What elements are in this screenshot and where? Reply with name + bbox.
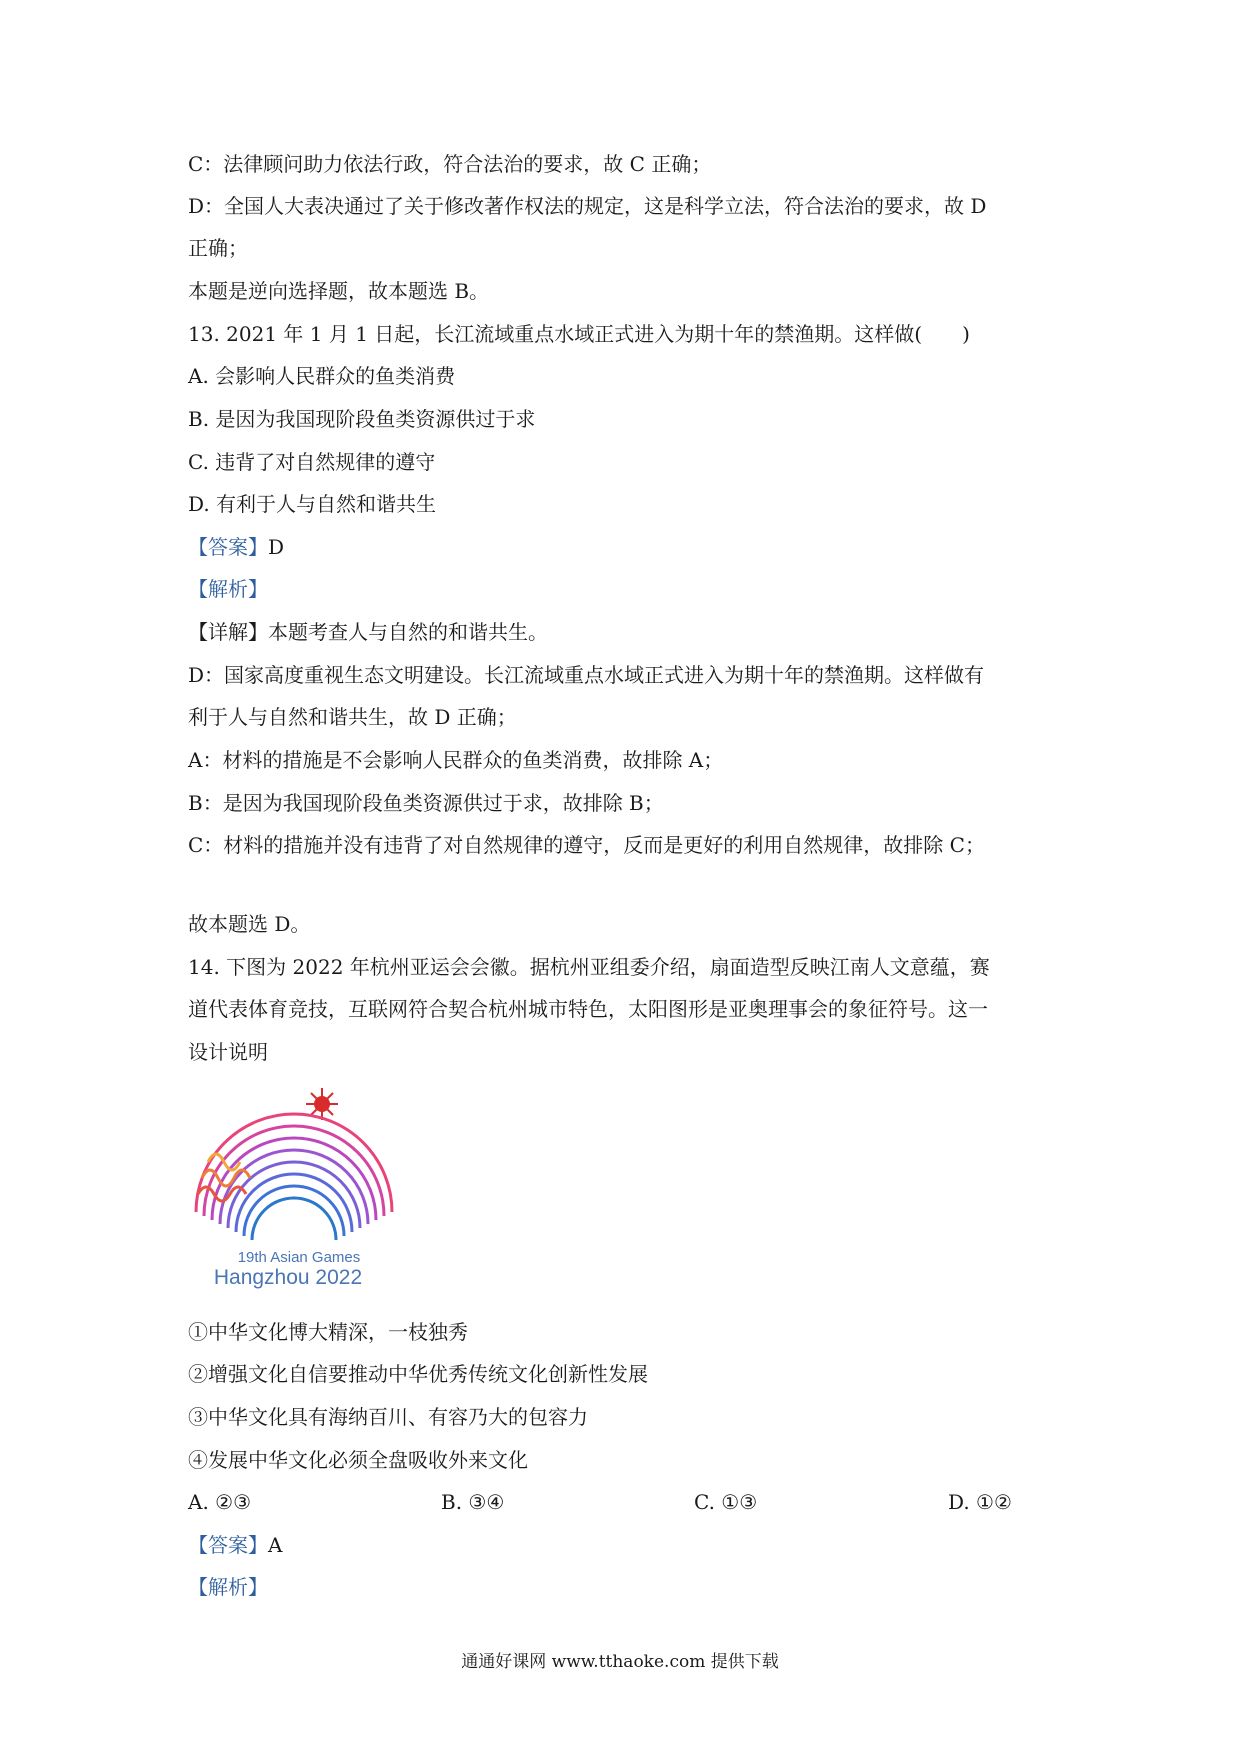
emblem-line1: 19th Asian Games — [237, 1249, 361, 1266]
text-line: B：是因为我国现阶段鱼类资源供过于求，故排除 B； — [188, 791, 664, 815]
statement-1: ①中华文化博大精深，一枝独秀 — [188, 1320, 468, 1344]
choice-c: C. ①③ — [694, 1490, 758, 1514]
answer-tag: 【答案】 — [188, 535, 268, 559]
text-line: 正确； — [188, 236, 248, 260]
text-line: 设计说明 — [188, 1040, 268, 1064]
question-14-stem: 14. 下图为 2022 年杭州亚运会会徽。据杭州亚组委介绍，扇面造型反映江南人文意蕴，赛 — [188, 955, 990, 979]
text-line: D：全国人大表决通过了关于修改著作权法的规定，这是科学立法，符合法治的要求，故 D — [188, 194, 987, 218]
statement-4: ④发展中华文化必须全盘吸收外来文化 — [188, 1448, 528, 1472]
answer-line — [188, 1531, 282, 1559]
answer-value: A — [268, 1533, 283, 1557]
option-d: D. 有利于人与自然和谐共生 — [188, 492, 437, 516]
page-footer: 通通好课网 www.tthaoke.com 提供下载 — [461, 1652, 779, 1672]
text-line: 故本题选 D。 — [188, 912, 311, 936]
choice-row — [188, 1488, 1038, 1516]
text-line: 【详解】本题考查人与自然的和谐共生。 — [188, 620, 548, 644]
text-line: 利于人与自然和谐共生，故 D 正确； — [188, 705, 517, 729]
fan-arcs — [196, 1114, 392, 1240]
emblem-line2: Hangzhou 2022 — [213, 1266, 363, 1289]
choice-b: B. ③④ — [441, 1490, 505, 1514]
analysis-line — [188, 1573, 268, 1601]
question-13-stem: 13. 2021 年 1 月 1 日起，长江流域重点水域正式进入为期十年的禁渔期。这样做( ) — [188, 322, 970, 346]
analysis-line — [188, 575, 268, 603]
asian-games-emblem — [188, 1082, 410, 1292]
option-a: A. 会影响人民群众的鱼类消费 — [188, 364, 456, 388]
choice-d: D. ①② — [948, 1490, 1012, 1514]
option-c: C. 违背了对自然规律的遵守 — [188, 450, 436, 474]
text-line: A：材料的措施是不会影响人民群众的鱼类消费，故排除 A； — [188, 748, 724, 772]
answer-value: D — [268, 535, 285, 559]
analysis-tag: 【解析】 — [188, 1575, 268, 1599]
statement-2: ②增强文化自信要推动中华优秀传统文化创新性发展 — [188, 1362, 648, 1386]
analysis-tag: 【解析】 — [188, 577, 268, 601]
text-line: 道代表体育竞技，互联网符合契合杭州城市特色，太阳图形是亚奥理事会的象征符号。这一 — [188, 997, 988, 1021]
choice-a: A. ②③ — [188, 1490, 252, 1514]
option-b: B. 是因为我国现阶段鱼类资源供过于求 — [188, 407, 536, 431]
text-line: 本题是逆向选择题，故本题选 B。 — [188, 279, 490, 303]
statement-3: ③中华文化具有海纳百川、有容乃大的包容力 — [188, 1405, 588, 1429]
text-line: C：法律顾问助力依法行政，符合法治的要求，故 C 正确； — [188, 152, 712, 176]
text-line: C：材料的措施并没有违背了对自然规律的遵守，反而是更好的利用自然规律，故排除 C； — [188, 833, 985, 857]
answer-line — [188, 533, 284, 561]
answer-tag: 【答案】 — [188, 1533, 268, 1557]
text-line: D：国家高度重视生态文明建设。长江流域重点水域正式进入为期十年的禁渔期。这样做有 — [188, 663, 985, 687]
